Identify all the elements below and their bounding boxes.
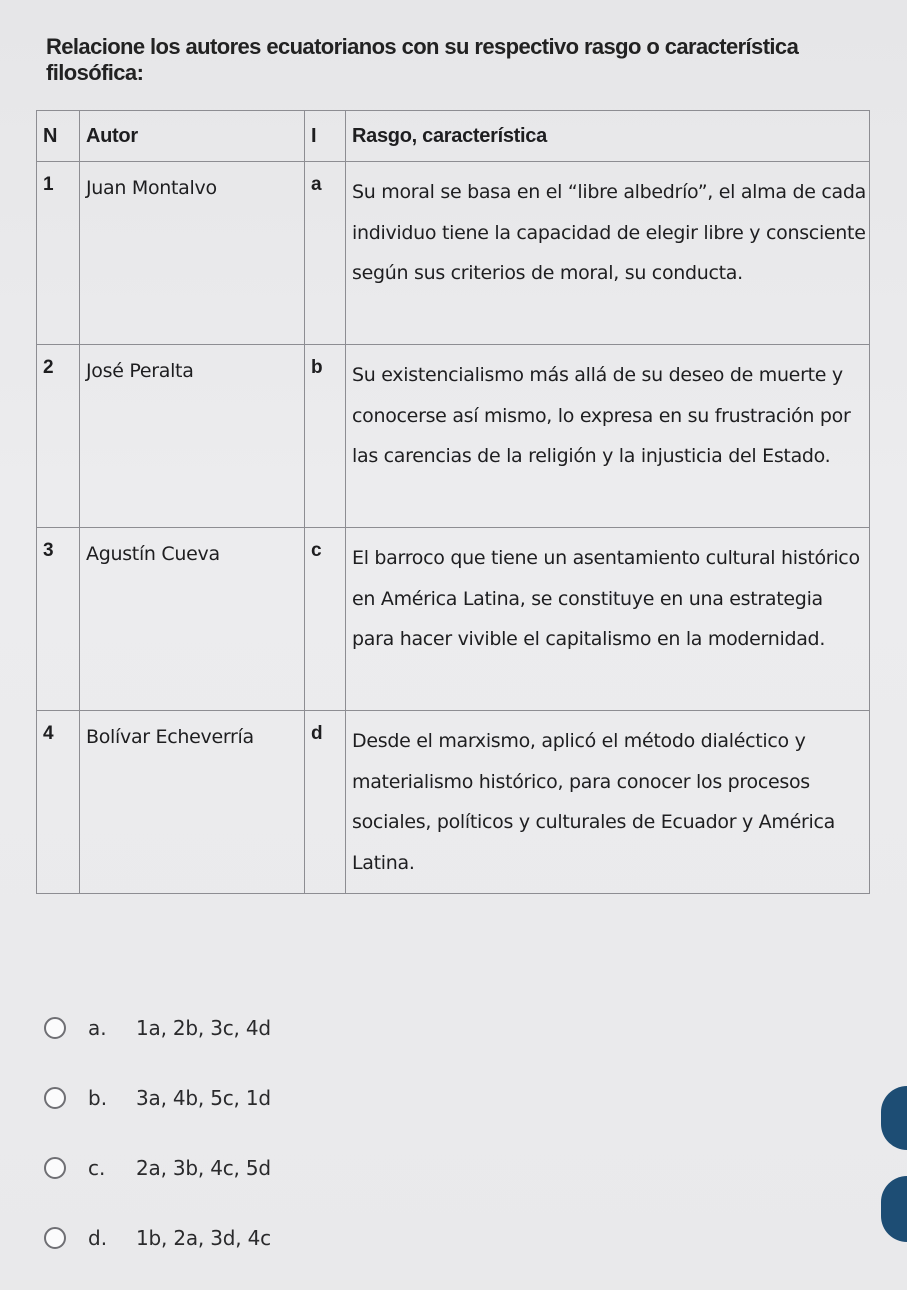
- option-text: 1a, 2b, 3c, 4d: [136, 1016, 271, 1040]
- header-rasgo: Rasgo, característica: [346, 111, 870, 162]
- option-text: 3a, 4b, 5c, 1d: [136, 1086, 271, 1110]
- side-panel-tab[interactable]: [881, 1176, 907, 1242]
- option-letter: a.: [88, 1016, 107, 1040]
- header-autor: Autor: [80, 111, 305, 162]
- radio-button-c[interactable]: [44, 1157, 66, 1179]
- question-line-1: Relacione los autores ecuatorianos con su respectivo rasgo o característica: [46, 34, 799, 59]
- option-letter: b.: [88, 1086, 108, 1110]
- option-a[interactable]: [44, 1010, 744, 1046]
- option-letter: c.: [88, 1156, 106, 1180]
- radio-button-d[interactable]: [44, 1227, 66, 1249]
- trait-letter-cell: d: [305, 711, 346, 894]
- table-row: [37, 162, 870, 345]
- trait-cell: Su moral se basa en el “libre albedrío”, el alma de cada individuo tiene la capacidad de elegir libre y consciente según sus criterios de moral, su conducta.: [346, 162, 870, 345]
- option-text: 2a, 3b, 4c, 5d: [136, 1156, 271, 1180]
- row-number-cell: 1: [37, 162, 80, 345]
- table-header-row: [37, 111, 870, 162]
- option-text: 1b, 2a, 3d, 4c: [136, 1226, 271, 1250]
- trait-cell: El barroco que tiene un asentamiento cultural histórico en América Latina, se constituye en una estrategia para hacer vivible el capitalismo en la modernidad.: [346, 528, 870, 711]
- trait-letter-cell: c: [305, 528, 346, 711]
- table-row: [37, 345, 870, 528]
- question-line-2: filosófica:: [46, 60, 144, 85]
- question-text: [46, 34, 876, 86]
- row-number-cell: 4: [37, 711, 80, 894]
- relation-table: [36, 110, 870, 894]
- radio-button-a[interactable]: [44, 1017, 66, 1039]
- row-number-cell: 2: [37, 345, 80, 528]
- author-cell: Agustín Cueva: [80, 528, 305, 711]
- author-cell: Bolívar Echeverría: [80, 711, 305, 894]
- author-cell: Juan Montalvo: [80, 162, 305, 345]
- author-cell: José Peralta: [80, 345, 305, 528]
- header-n: N: [37, 111, 80, 162]
- option-letter: d.: [88, 1226, 108, 1250]
- option-b[interactable]: [44, 1080, 744, 1116]
- table-row: [37, 528, 870, 711]
- trait-cell: Su existencialismo más allá de su deseo de muerte y conocerse así mismo, lo expresa en su frustración por las carencias de la religión y la injusticia del Estado.: [346, 345, 870, 528]
- option-d[interactable]: [44, 1220, 744, 1256]
- table-row: [37, 711, 870, 894]
- answer-options: [44, 1010, 744, 1290]
- radio-button-b[interactable]: [44, 1087, 66, 1109]
- trait-letter-cell: a: [305, 162, 346, 345]
- trait-letter-cell: b: [305, 345, 346, 528]
- header-letter: I: [305, 111, 346, 162]
- row-number-cell: 3: [37, 528, 80, 711]
- side-panel-tab[interactable]: [881, 1086, 907, 1150]
- option-c[interactable]: [44, 1150, 744, 1186]
- trait-cell: Desde el marxismo, aplicó el método dialéctico y materialismo histórico, para conocer los procesos sociales, políticos y culturales de Ecuador y América Latina.: [346, 711, 870, 894]
